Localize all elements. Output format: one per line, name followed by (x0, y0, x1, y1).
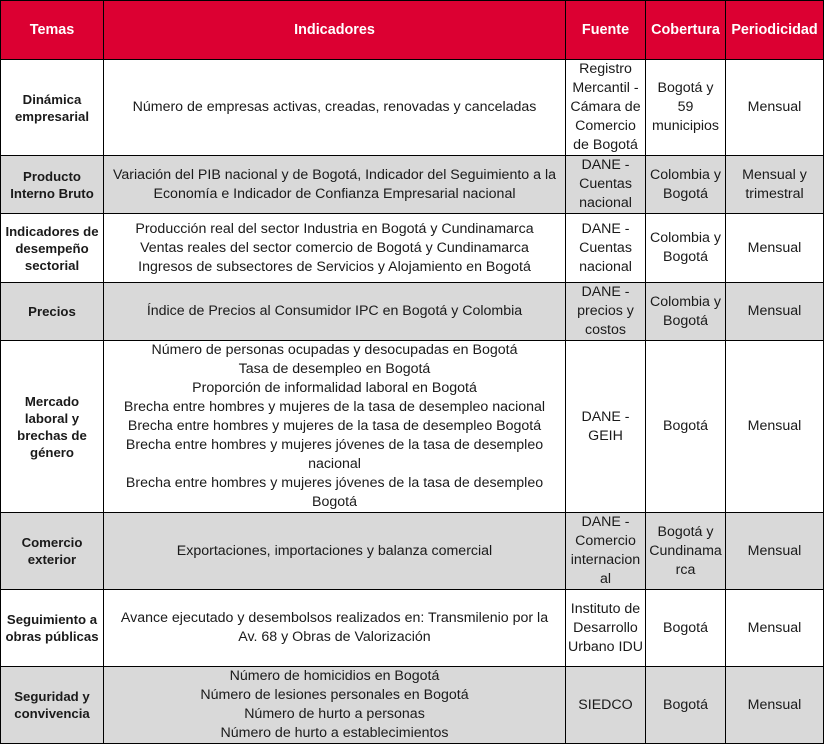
indicadores-line: nacional (308, 456, 361, 472)
cell-periodicidad (726, 341, 824, 513)
table-row (1, 513, 824, 590)
cell-fuente (566, 667, 646, 744)
fuente-line: Instituto de (570, 600, 641, 617)
tema-line: convivencia (14, 706, 90, 721)
fuente-line: Registro (579, 61, 632, 77)
cell-indicadores (104, 283, 566, 341)
tema-line: empresarial (14, 108, 90, 124)
cell-cobertura (646, 590, 726, 667)
header-indicadores: Indicadores (104, 1, 566, 60)
tema-line: Producto (23, 168, 81, 184)
fuente-line: internacion (570, 552, 641, 568)
cell-cobertura (646, 513, 726, 590)
fuente-line: Desarrollo (573, 619, 638, 636)
indicadores-line: Número de hurto a establecimientos (220, 725, 449, 741)
indicadores-line: Producción real del sector Industria en Bogotá y Cundinamarca (135, 220, 534, 237)
cell-tema (1, 60, 104, 156)
indicadores-line: Ingresos de subsectores de Servicios y Alojamiento en Bogotá (138, 258, 531, 275)
tema-line: laboral y (24, 410, 80, 426)
indicadores-line: Brecha entre hombres y mujeres de la tasa de desempleo Bogotá (127, 418, 542, 434)
fuente-line: de Bogotá (573, 137, 638, 153)
periodicidad-line: trimestral (745, 185, 804, 202)
table-row (1, 590, 824, 667)
fuente-line: nacional (579, 195, 632, 211)
table-row (1, 667, 824, 744)
fuente-line: DANE - (581, 220, 630, 237)
header-cobertura: Cobertura (646, 1, 726, 60)
cobertura-line: Colombia y (650, 230, 721, 246)
indicadores-line: Ventas reales del sector comercio de Bogotá y Cundinamarca (140, 239, 529, 256)
cobertura-line: Bogotá (663, 249, 708, 265)
tema-line: exterior (27, 552, 77, 567)
header-temas: Temas (1, 1, 104, 60)
cell-periodicidad (726, 60, 824, 156)
fuente-line: al (599, 571, 612, 587)
cell-cobertura (646, 60, 726, 156)
fuente-line: DANE - (581, 157, 630, 173)
cobertura-line: rca (675, 561, 696, 578)
indicadores-line: Brecha entre hombres y mujeres jóvenes de la tasa de desempleo (125, 437, 544, 453)
indicadores-line: Número de personas ocupadas y desocupadas en Bogotá (151, 342, 518, 358)
cell-indicadores (104, 60, 566, 156)
tema-line: sectorial (24, 257, 80, 273)
indicadores-line: Índice de Precios al Consumidor IPC en Bogotá y Colombia (146, 303, 523, 319)
cell-tema (1, 513, 104, 590)
periodicidad-line: Mensual (747, 239, 802, 256)
periodicidad-line: Mensual (747, 99, 802, 115)
cobertura-line: Bogotá (663, 619, 708, 636)
tema-line: desempeño (15, 240, 89, 256)
cell-periodicidad (726, 283, 824, 341)
indicadores-line: Variación del PIB nacional y de Bogotá, Indicador del Seguimiento a la (113, 166, 556, 183)
fuente-line: precios y (577, 303, 634, 319)
cell-fuente (566, 341, 646, 513)
cell-indicadores (104, 590, 566, 667)
cell-periodicidad (726, 513, 824, 590)
table-row (1, 156, 824, 214)
tema-line: Precios (28, 304, 76, 319)
cell-fuente (566, 513, 646, 590)
cell-cobertura (646, 283, 726, 341)
cell-tema (1, 156, 104, 214)
fuente-line: DANE - (581, 408, 630, 425)
cobertura-line: Bogotá (663, 696, 708, 713)
tema-line: género (30, 444, 74, 460)
tema-line: Indicadores de (5, 223, 99, 239)
indicadores-line: Proporción de informalidad laboral en Bogotá (192, 380, 477, 396)
tema-line: brechas de (17, 427, 87, 443)
cell-periodicidad (726, 590, 824, 667)
tema-line: Mercado (24, 393, 80, 409)
cell-periodicidad (726, 667, 824, 744)
header-row (1, 1, 824, 60)
cell-indicadores (104, 513, 566, 590)
cell-fuente (566, 590, 646, 667)
fuente-line: GEIH (588, 427, 623, 444)
cell-fuente (566, 156, 646, 214)
cobertura-line: Bogotá (663, 185, 708, 202)
cell-cobertura (646, 214, 726, 283)
indicadores-line: Número de empresas activas, creadas, renovadas y canceladas (132, 99, 537, 115)
cell-tema (1, 283, 104, 341)
indicadores-line: Tasa de desempleo en Bogotá (238, 361, 431, 377)
cell-indicadores (104, 341, 566, 513)
cell-tema (1, 341, 104, 513)
table-row (1, 214, 824, 283)
cell-cobertura (646, 667, 726, 744)
indicadores-line: Brecha entre hombres y mujeres jóvenes de la tasa de desempleo (125, 475, 544, 491)
indicadores-line: Brecha entre hombres y mujeres de la tasa de desempleo nacional (123, 399, 546, 415)
cobertura-line: Colombia y (650, 166, 721, 183)
table-row (1, 341, 824, 513)
tema-line: Seguimiento a (6, 612, 98, 627)
cell-fuente (566, 283, 646, 341)
indicadores-line: Exportaciones, importaciones y balanza comercial (176, 542, 493, 559)
table-row (1, 60, 824, 156)
fuente-line: Cuentas (579, 239, 632, 256)
cobertura-line: Bogotá (663, 312, 708, 329)
fuente-line: costos (584, 322, 626, 338)
periodicidad-line: Mensual (747, 619, 802, 636)
cobertura-line: Bogotá y (657, 523, 714, 540)
cobertura-line: municipios (651, 118, 720, 134)
fuente-line: Comercio (575, 118, 636, 134)
cobertura-line: Colombia y (650, 293, 721, 310)
cobertura-line: 59 (677, 99, 694, 115)
fuente-line: DANE - (581, 284, 630, 300)
periodicidad-line: Mensual (747, 696, 802, 713)
indicadores-line: Número de homicidios en Bogotá (229, 668, 440, 684)
periodicidad-line: Mensual (747, 418, 802, 434)
tema-line: Dinámica (22, 91, 82, 107)
fuente-line: Mercantil - (572, 80, 639, 96)
indicadores-line: Avance ejecutado y desembolsos realizados en: Transmilenio por la (120, 610, 549, 626)
cell-periodicidad (726, 156, 824, 214)
cell-tema (1, 590, 104, 667)
fuente-line: nacional (579, 258, 632, 275)
cell-tema (1, 667, 104, 744)
periodicidad-line: Mensual (747, 303, 802, 319)
indicadores-line: Bogotá (312, 494, 357, 510)
tema-line: obras públicas (5, 629, 99, 644)
cell-indicadores (104, 214, 566, 283)
fuente-line: Cuentas (579, 176, 632, 192)
cell-tema (1, 214, 104, 283)
table-row (1, 283, 824, 341)
header-fuente: Fuente (566, 1, 646, 60)
cobertura-line: Cundinama (649, 542, 722, 559)
cell-fuente (566, 214, 646, 283)
indicadores-line: Número de lesiones personales en Bogotá (200, 687, 469, 703)
fuente-line: Urbano IDU (568, 638, 643, 655)
cell-cobertura (646, 156, 726, 214)
periodicidad-line: Mensual (747, 542, 802, 559)
cobertura-line: Bogotá (663, 418, 708, 434)
cell-fuente (566, 60, 646, 156)
fuente-line: Comercio (575, 533, 636, 549)
indicadores-line: Economía e Indicador de Confianza Empresarial nacional (153, 185, 516, 202)
fuente-line: SIEDCO (578, 696, 633, 713)
tema-line: Interno Bruto (10, 185, 94, 201)
header-periodicidad: Periodicidad (726, 1, 824, 60)
indicadores-line: Av. 68 y Obras de Valorización (238, 629, 431, 645)
periodicidad-line: Mensual y (742, 166, 807, 183)
cobertura-line: Bogotá y (657, 80, 714, 96)
cell-periodicidad (726, 214, 824, 283)
tema-line: Seguridad y (14, 689, 90, 704)
cell-cobertura (646, 341, 726, 513)
fuente-line: DANE - (581, 514, 630, 530)
indicadores-line: Número de hurto a personas (244, 706, 425, 722)
cell-indicadores (104, 667, 566, 744)
cell-indicadores (104, 156, 566, 214)
tema-line: Comercio (21, 535, 83, 550)
fuente-line: Cámara de (570, 99, 641, 115)
